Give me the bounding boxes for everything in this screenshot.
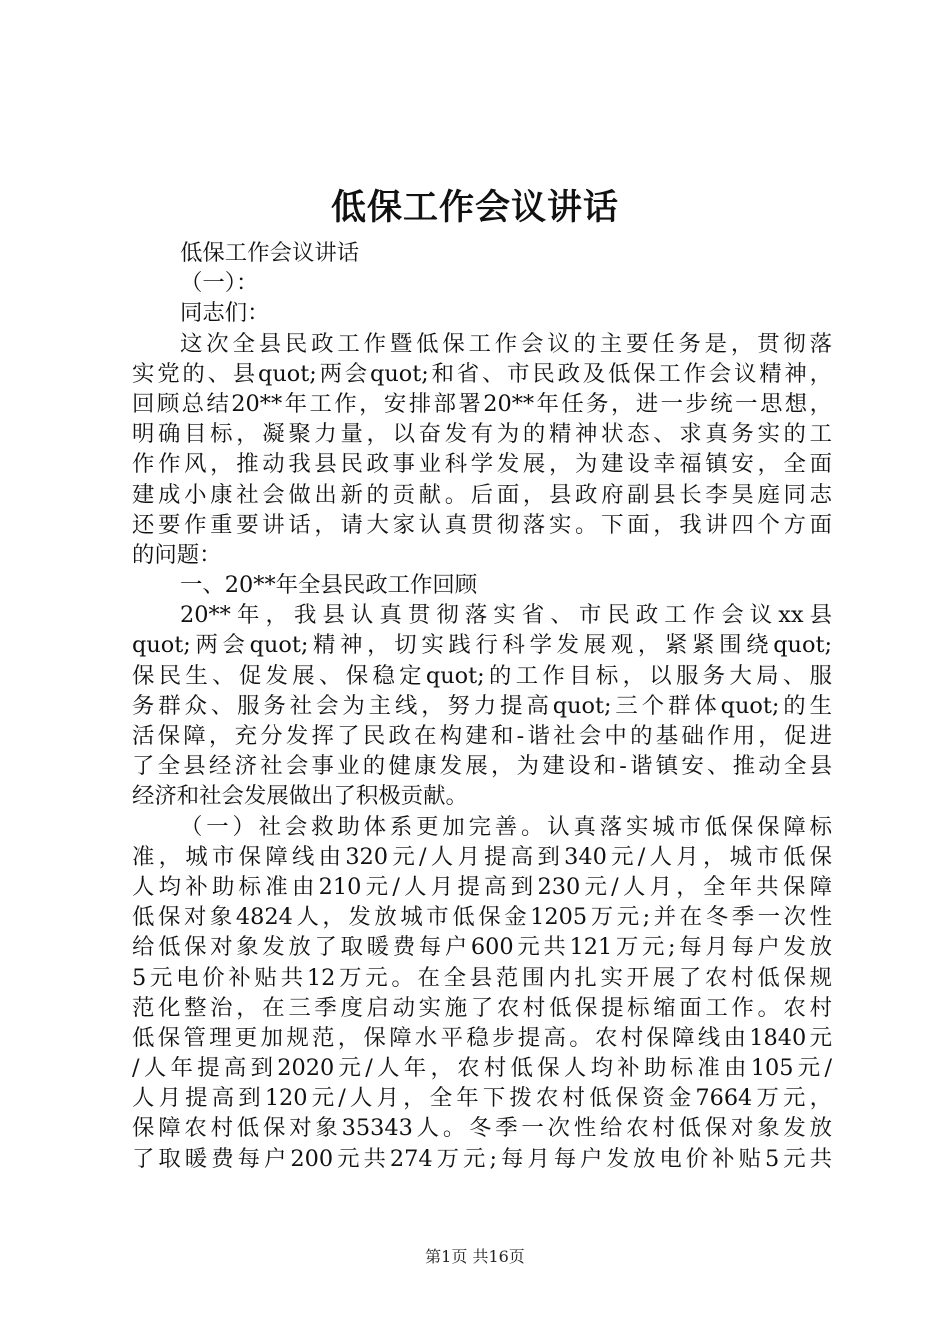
text-line: 范化整治，在三季度启动实施了农村低保提标缩面工作。农村 <box>132 994 832 1021</box>
text-line: 人均补助标准由210元/人月提高到230元/人月，全年共保障 <box>132 873 832 900</box>
text-line: /人年提高到2020元/人年，农村低保人均补助标准由105元/ <box>132 1055 832 1082</box>
text-line: quot;两会quot;精神，切实践行科学发展观，紧紧围绕quot; <box>132 632 832 659</box>
text-line: 了全县经济社会事业的健康发展，为建设和-谐镇安、推动全县 <box>132 753 832 780</box>
text-line: 这次全县民政工作暨低保工作会议的主要任务是，贯彻落 <box>180 330 832 357</box>
text-line: 一、20**年全县民政工作回顾 <box>180 572 478 599</box>
text-line: 20**年，我县认真贯彻落实省、市民政工作会议xx县 <box>180 602 832 629</box>
text-line: 人月提高到120元/人月，全年下拨农村低保资金7664万元， <box>132 1085 832 1112</box>
text-line: 低保管理更加规范，保障水平稳步提高。农村保障线由1840元 <box>132 1024 832 1051</box>
text-line: 低保工作会议讲话 <box>180 240 360 266</box>
text-line: 回顾总结20**年工作，安排部署20**年任务，进一步统一思想， <box>132 390 832 417</box>
text-line: 经济和社会发展做出了积极贡献。 <box>132 783 468 810</box>
text-line: 还要作重要讲话，请大家认真贯彻落实。下面，我讲四个方面 <box>132 511 832 538</box>
text-line: （一）社会救助体系更加完善。认真落实城市低保保障标 <box>180 813 832 840</box>
text-line: 保民生、促发展、保稳定quot;的工作目标，以服务大局、服 <box>132 662 832 689</box>
text-line: 务群众、服务社会为主线，努力提高quot;三个群体quot;的生 <box>132 692 832 719</box>
text-line: 同志们： <box>180 300 270 327</box>
text-line: 的问题： <box>132 541 222 568</box>
page-footer: 第1页 共16页 <box>425 1247 525 1266</box>
text-line: 给低保对象发放了取暖费每户600元共121万元;每月每户发放 <box>132 934 832 961</box>
text-line: （一）： <box>180 270 259 297</box>
document-body <box>132 238 832 1174</box>
text-line: 了取暖费每户200元共274万元;每月每户发放电价补贴5元共 <box>132 1145 832 1172</box>
text-line: 活保障，充分发挥了民政在构建和-谐社会中的基础作用，促进 <box>132 723 832 749</box>
text-line: 5元电价补贴共12万元。在全县范围内扎实开展了农村低保规 <box>132 964 832 991</box>
text-line: 保障农村低保对象35343人。冬季一次性给农村低保对象发放 <box>132 1115 832 1142</box>
text-line: 建成小康社会做出新的贡献。后面，县政府副县长李昊庭同志 <box>132 481 832 508</box>
text-line: 准，城市保障线由320元/人月提高到340元/人月，城市低保 <box>132 843 832 870</box>
text-line: 作作风，推动我县民政事业科学发展，为建设幸福镇安，全面 <box>132 451 832 478</box>
document-title: 低保工作会议讲话 <box>330 187 619 228</box>
text-line: 低保对象4824人，发放城市低保金1205万元;并在冬季一次性 <box>132 904 832 931</box>
text-line: 实党的、县quot;两会quot;和省、市民政及低保工作会议精神， <box>132 360 832 387</box>
text-line: 明确目标，凝聚力量，以奋发有为的精神状态、求真务实的工 <box>132 421 832 448</box>
